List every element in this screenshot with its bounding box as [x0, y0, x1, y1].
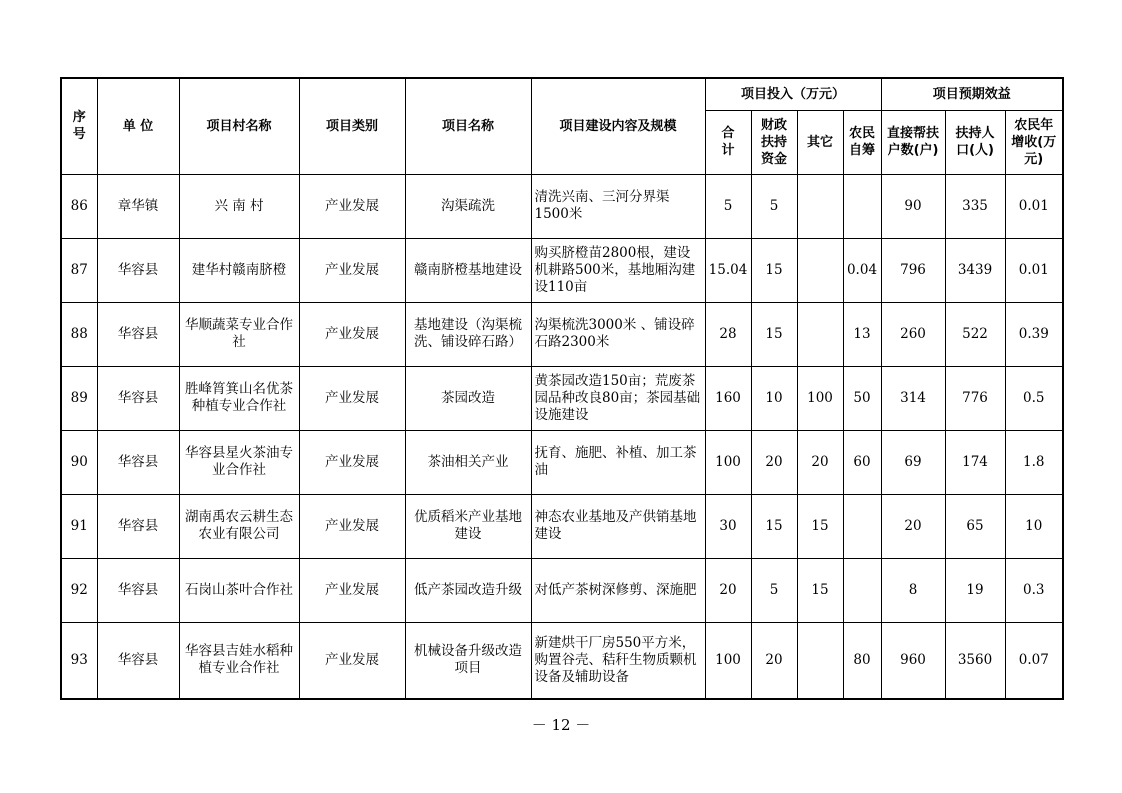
cell-village: 湖南禹农云耕生态农业有限公司 [179, 494, 299, 558]
header-investment-group: 项目投入（万元） [705, 78, 881, 110]
cell-content: 黄茶园改造150亩；荒废茶园品种改良80亩；茶园基础设施建设 [531, 366, 705, 430]
cell-other: 15 [797, 494, 843, 558]
cell-population: 3439 [945, 238, 1005, 302]
cell-category: 产业发展 [299, 238, 405, 302]
cell-category: 产业发展 [299, 174, 405, 238]
cell-income: 1.8 [1005, 430, 1063, 494]
cell-project: 基地建设（沟渠梳洗、铺设碎石路） [405, 302, 531, 366]
cell-project: 赣南脐橙基地建设 [405, 238, 531, 302]
cell-category: 产业发展 [299, 558, 405, 622]
cell-unit: 华容县 [97, 238, 179, 302]
cell-content: 清洗兴南、三河分界渠1500米 [531, 174, 705, 238]
cell-other [797, 622, 843, 699]
cell-seq: 90 [61, 430, 97, 494]
cell-population: 776 [945, 366, 1005, 430]
cell-village: 胜峰筲箕山名优茶种植专业合作社 [179, 366, 299, 430]
header-other: 其它 [797, 110, 843, 174]
cell-unit: 华容县 [97, 622, 179, 699]
cell-village: 华容县星火茶油专业合作社 [179, 430, 299, 494]
project-table [60, 77, 1064, 700]
cell-category: 产业发展 [299, 494, 405, 558]
cell-unit: 华容县 [97, 494, 179, 558]
cell-village: 建华村赣南脐橙 [179, 238, 299, 302]
cell-other [797, 238, 843, 302]
cell-fiscal: 10 [751, 366, 797, 430]
header-row-1 [61, 78, 1063, 110]
cell-project: 低产茶园改造升级 [405, 558, 531, 622]
cell-fiscal: 15 [751, 302, 797, 366]
cell-seq: 87 [61, 238, 97, 302]
cell-population: 3560 [945, 622, 1005, 699]
cell-farmer: 50 [843, 366, 881, 430]
cell-income: 0.39 [1005, 302, 1063, 366]
cell-seq: 89 [61, 366, 97, 430]
cell-population: 335 [945, 174, 1005, 238]
cell-project: 茶油相关产业 [405, 430, 531, 494]
cell-farmer: 13 [843, 302, 881, 366]
header-households: 直接帮扶户数(户) [881, 110, 945, 174]
table-row [61, 302, 1063, 366]
cell-population: 65 [945, 494, 1005, 558]
header-benefit-group: 项目预期效益 [881, 78, 1063, 110]
cell-seq: 86 [61, 174, 97, 238]
cell-households: 796 [881, 238, 945, 302]
cell-households: 960 [881, 622, 945, 699]
header-population: 扶持人口(人) [945, 110, 1005, 174]
table-row [61, 430, 1063, 494]
cell-project: 沟渠疏洗 [405, 174, 531, 238]
cell-fiscal: 20 [751, 430, 797, 494]
header-category: 项目类别 [299, 78, 405, 174]
cell-income: 0.5 [1005, 366, 1063, 430]
cell-total: 100 [705, 622, 751, 699]
cell-unit: 华容县 [97, 558, 179, 622]
page-number: － 12 － [531, 716, 591, 734]
cell-total: 15.04 [705, 238, 751, 302]
cell-farmer [843, 558, 881, 622]
cell-farmer: 60 [843, 430, 881, 494]
cell-households: 260 [881, 302, 945, 366]
table-row [61, 494, 1063, 558]
cell-project: 机械设备升级改造项目 [405, 622, 531, 699]
cell-category: 产业发展 [299, 366, 405, 430]
cell-unit: 华容县 [97, 366, 179, 430]
cell-total: 20 [705, 558, 751, 622]
cell-fiscal: 5 [751, 174, 797, 238]
cell-income: 0.3 [1005, 558, 1063, 622]
cell-content: 神态农业基地及产供销基地建设 [531, 494, 705, 558]
cell-content: 沟渠梳洗3000米 、铺设碎石路2300米 [531, 302, 705, 366]
table-row [61, 558, 1063, 622]
cell-seq: 92 [61, 558, 97, 622]
header-income: 农民年增收(万元) [1005, 110, 1063, 174]
header-seq: 序号 [61, 78, 97, 174]
cell-other: 20 [797, 430, 843, 494]
cell-village: 华容县吉娃水稻种植专业合作社 [179, 622, 299, 699]
cell-income: 0.01 [1005, 238, 1063, 302]
cell-households: 69 [881, 430, 945, 494]
cell-farmer [843, 174, 881, 238]
cell-total: 5 [705, 174, 751, 238]
cell-fiscal: 15 [751, 494, 797, 558]
cell-fiscal: 15 [751, 238, 797, 302]
cell-project: 优质稻米产业基地建设 [405, 494, 531, 558]
header-unit: 单 位 [97, 78, 179, 174]
cell-income: 0.07 [1005, 622, 1063, 699]
cell-fiscal: 20 [751, 622, 797, 699]
cell-village: 兴 南 村 [179, 174, 299, 238]
table-row [61, 366, 1063, 430]
cell-project: 茶园改造 [405, 366, 531, 430]
table-row [61, 622, 1063, 699]
cell-content: 对低产茶树深修剪、深施肥 [531, 558, 705, 622]
cell-unit: 章华镇 [97, 174, 179, 238]
cell-other [797, 302, 843, 366]
cell-households: 20 [881, 494, 945, 558]
cell-content: 购买脐橙苗2800根，建设机耕路500米，基地厢沟建设110亩 [531, 238, 705, 302]
cell-income: 0.01 [1005, 174, 1063, 238]
header-fiscal: 财政扶持资金 [751, 110, 797, 174]
cell-income: 10 [1005, 494, 1063, 558]
cell-seq: 88 [61, 302, 97, 366]
cell-population: 19 [945, 558, 1005, 622]
cell-category: 产业发展 [299, 302, 405, 366]
cell-total: 100 [705, 430, 751, 494]
cell-village: 华顺蔬菜专业合作社 [179, 302, 299, 366]
cell-seq: 91 [61, 494, 97, 558]
cell-unit: 华容县 [97, 302, 179, 366]
cell-total: 30 [705, 494, 751, 558]
table-row [61, 238, 1063, 302]
cell-population: 522 [945, 302, 1005, 366]
cell-seq: 93 [61, 622, 97, 699]
cell-farmer: 0.04 [843, 238, 881, 302]
cell-content: 新建烘干厂房550平方米，购置谷壳、秸秆生物质颗机设备及辅助设备 [531, 622, 705, 699]
cell-content: 抚育、施肥、补植、加工茶油 [531, 430, 705, 494]
header-total: 合计 [705, 110, 751, 174]
cell-farmer: 80 [843, 622, 881, 699]
cell-category: 产业发展 [299, 622, 405, 699]
cell-households: 8 [881, 558, 945, 622]
cell-other: 100 [797, 366, 843, 430]
cell-other: 15 [797, 558, 843, 622]
header-farmer: 农民自筹 [843, 110, 881, 174]
cell-unit: 华容县 [97, 430, 179, 494]
table-row [61, 174, 1063, 238]
cell-other [797, 174, 843, 238]
cell-total: 160 [705, 366, 751, 430]
cell-fiscal: 5 [751, 558, 797, 622]
cell-households: 314 [881, 366, 945, 430]
cell-households: 90 [881, 174, 945, 238]
cell-village: 石岗山茶叶合作社 [179, 558, 299, 622]
cell-farmer [843, 494, 881, 558]
cell-category: 产业发展 [299, 430, 405, 494]
cell-population: 174 [945, 430, 1005, 494]
cell-total: 28 [705, 302, 751, 366]
header-project: 项目名称 [405, 78, 531, 174]
header-village: 项目村名称 [179, 78, 299, 174]
header-content: 项目建设内容及规模 [531, 78, 705, 174]
